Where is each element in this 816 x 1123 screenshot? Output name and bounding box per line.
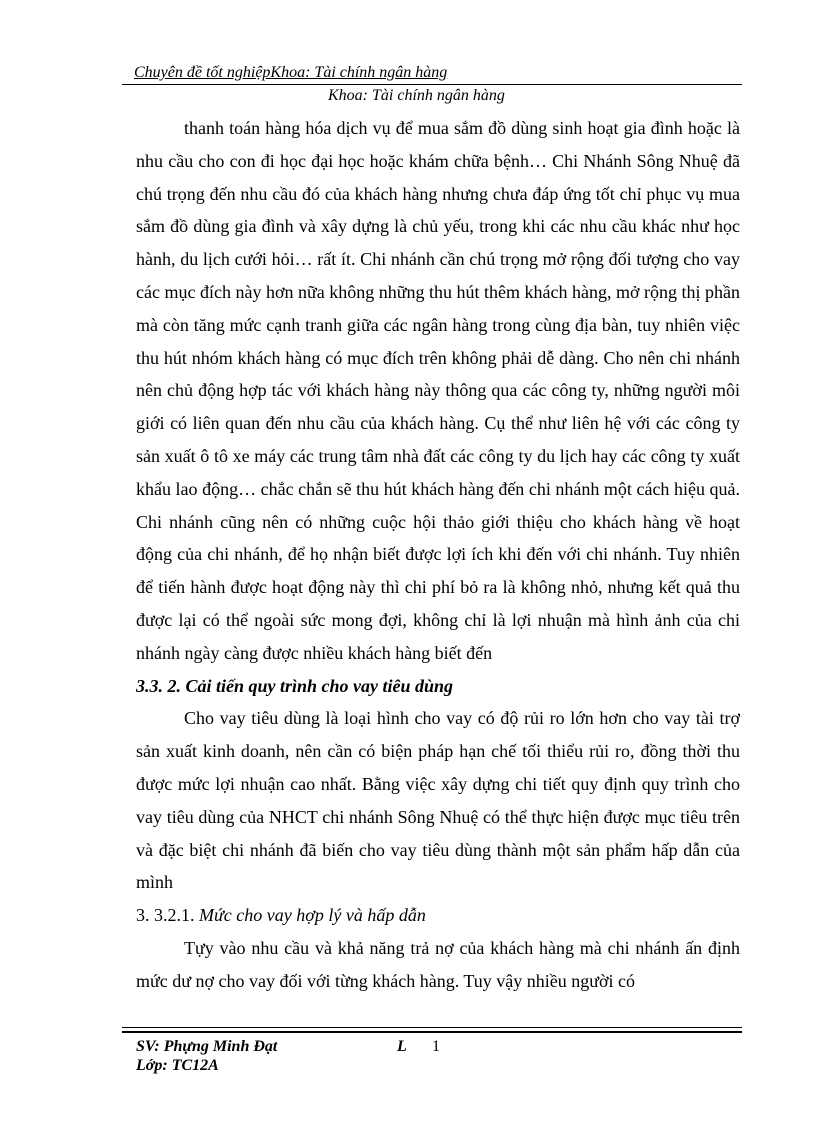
- document-body: [136, 112, 740, 998]
- footer-page-label: L: [397, 1038, 407, 1055]
- subsection-heading: [136, 899, 740, 932]
- paragraph-3: Tựy vào nhu cầu và khả năng trả nợ của khách hàng mà chi nhánh ấn định mức dư nợ cho vay đối với từng khách hàng. Tuy vậy nhiều người có: [136, 937, 740, 991]
- subsection-title: Mức cho vay hợp lý và hấp dẫn: [199, 905, 426, 926]
- footer-divider-thick: [122, 1031, 742, 1033]
- paragraph-1: thanh toán hàng hóa dịch vụ để mua sắm đồ dùng sinh hoạt gia đình hoặc là nhu cầu cho con đi học đại học hoặc khám chữa bệnh… Chi Nhánh Sông Nhuệ đã chú trọng đến nhu cầu đó của khách hàng nhưng chưa đáp ứng tốt chỉ phục vụ mua sắm đồ dùng gia đình và xây dựng là chủ yếu, trong khi các nhu cầu khác như học hành, du lịch cưới hỏi… rất ít. Chi nhánh cần chú trọng mở rộng đối tượng cho vay các mục đích này hơn nữa không những thu hút thêm khách hàng, mở rộng thị phần mà còn tăng mức cạnh tranh giữa các ngân hàng trong cùng địa bàn, tuy nhiên việc thu hút nhóm khách hàng có mục đích trên không phải dễ dàng. Cho nên chi nhánh nên chủ động hợp tác với khách hàng này thông qua các công ty, những người môi giới có liên quan đến nhu cầu của khách hàng. Cụ thể như liên hệ với các công ty sản xuất ô tô xe máy các trung tâm nhà đất các công ty du lịch hay các công ty xuất khẩu lao động… chắc chắn sẽ thu hút khách hàng đến chi nhánh một cách hiệu quả. Chi nhánh cũng nên có những cuộc hội thảo giới thiệu cho khách hàng về hoạt động của chi nhánh, để họ nhận biết được lợi ích khi đến với chi nhánh. Tuy nhiên để tiến hành được hoạt động này thì chi phí bỏ ra là không nhỏ, nhưng kết quả thu được lại có thể ngoài sức mong đợi, không chỉ là lợi nhuận mà hình ảnh của chi nhánh ngày càng được nhiều khách hàng biết đến: [136, 118, 740, 663]
- header-divider: [122, 84, 742, 85]
- section-heading: 3.3. 2. Cải tiến quy trình cho vay tiêu dùng: [136, 675, 454, 696]
- footer-student-name: SV: Phựng Minh Đạt: [136, 1038, 278, 1055]
- header-title: Chuyên đề tốt nghiệpKhoa: Tài chính ngân hàng: [134, 64, 448, 81]
- footer-class: Lớp: TC12A: [136, 1057, 219, 1074]
- footer-divider-thin: [122, 1027, 742, 1028]
- footer-page-number: 1: [432, 1038, 440, 1055]
- paragraph-2: Cho vay tiêu dùng là loại hình cho vay có độ rủi ro lớn hơn cho vay tài trợ sản xuất kinh doanh, nên cần có biện pháp hạn chế tối thiểu rủi ro, đồng thời thu được mức lợi nhuận cao nhất. Bằng việc xây dựng chi tiết quy định quy trình cho vay tiêu dùng của NHCT chi nhánh Sông Nhuệ có thể thực hiện được mục tiêu trên và đặc biệt chi nhánh đã biến cho vay tiêu dùng thành một sản phẩm hấp dẫn của mình: [136, 708, 740, 893]
- subsection-number: 3. 3.2.1.: [136, 905, 199, 926]
- header-faculty: Khoa: Tài chính ngân hàng: [328, 87, 505, 104]
